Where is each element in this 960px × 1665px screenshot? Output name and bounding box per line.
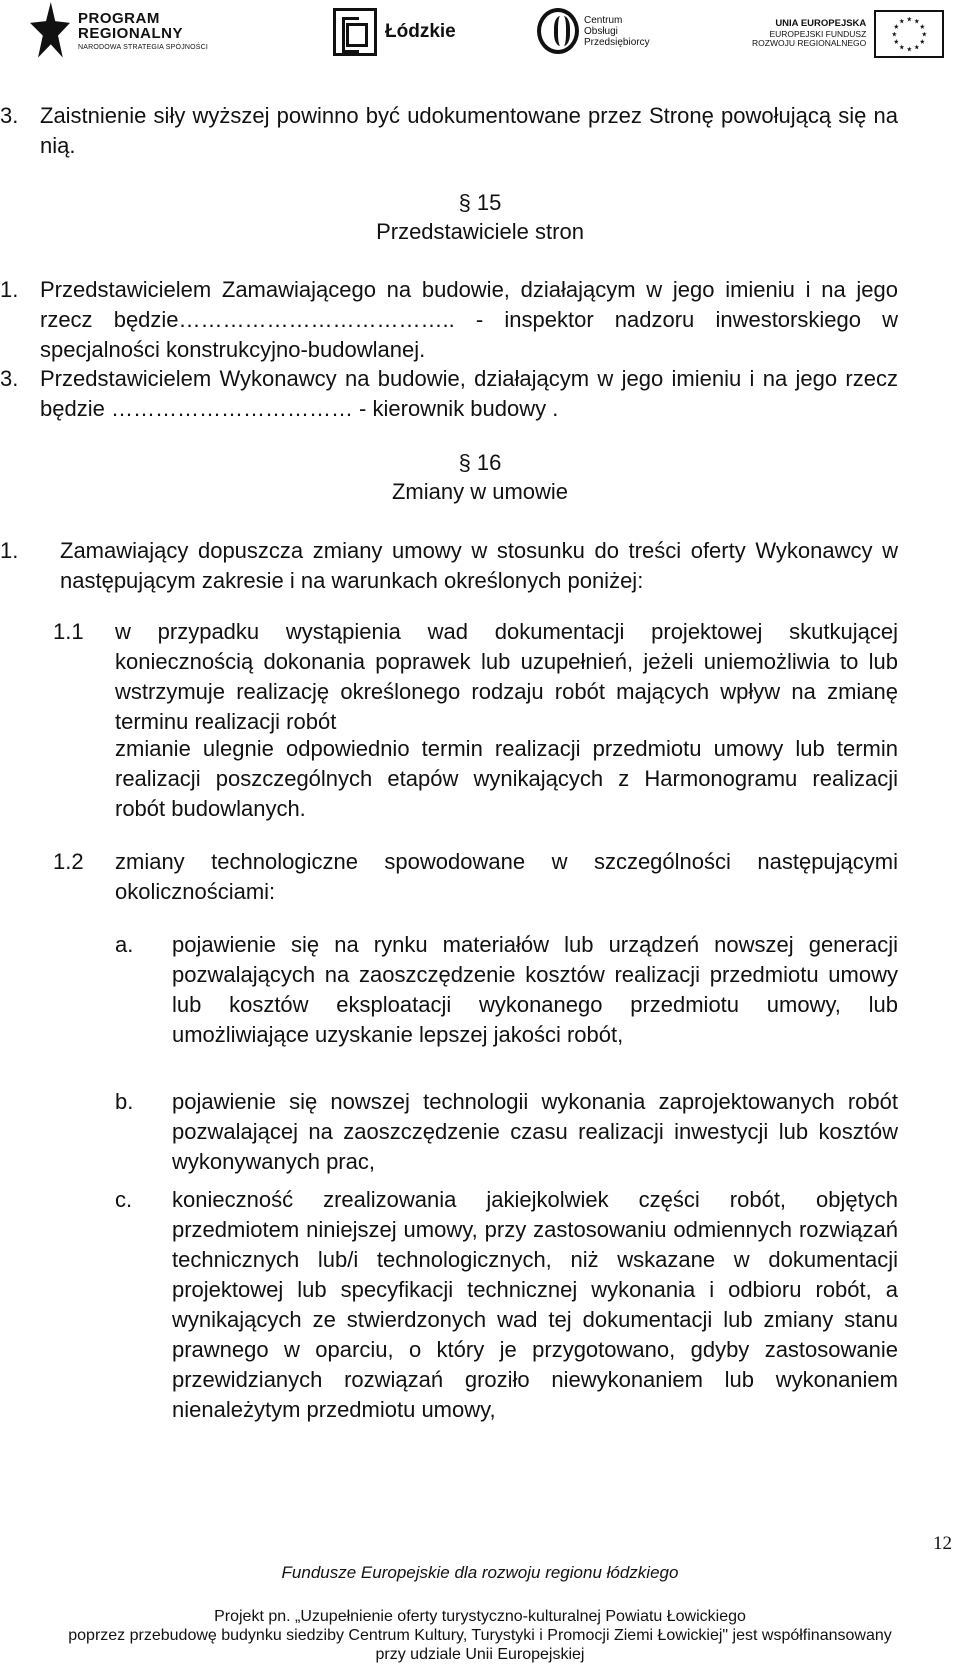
centrum-obslugi-logo — [537, 8, 650, 54]
footer-project-line: Projekt pn. „Uzupełnienie oferty turystyczno-kulturalnej Powiatu Łowickiego — [214, 1608, 746, 1625]
lodzkie-logo — [333, 8, 456, 56]
section-sign-15: § 15 — [458, 190, 502, 215]
logo-text: Centrum — [584, 14, 623, 26]
paragraph-number: 1. — [0, 538, 19, 563]
lodzkie-emblem-icon — [333, 8, 377, 56]
logo-text: EUROPEJSKI FUNDUSZ — [769, 28, 867, 39]
eu-star-icon — [914, 19, 919, 24]
paragraph-wykonawca-representative: Przedstawicielem Wykonawcy na budowie, działającym w jego imieniu i na jego rzecz będzie …………………………… - kierownik budowy . — [40, 366, 898, 421]
paragraph-contract-changes: Zamawiający dopuszcza zmiany umowy w stosunku do treści oferty Wykonawcy w następującym zakresie i na warunkach określonych poniżej: — [60, 538, 898, 593]
paragraph-zamawiajacy-representative: Przedstawicielem Zamawiającego na budowie, działającym w jego imieniu i na jego rzecz będzie……………………………….. - inspektor nadzoru inwestorskiego w specjalności konstrukcyjno-budowlanej. — [40, 277, 898, 362]
logo-text: ROZWOJU REGIONALNEGO — [752, 38, 867, 49]
paragraph-force-majeure: Zaistnienie siły wyższej powinno być udokumentowane przez Stronę powołującą się na nią. — [40, 103, 898, 158]
header-logos — [0, 0, 960, 66]
program-regionalny-logo — [30, 2, 208, 60]
paragraph-number: 3. — [0, 103, 19, 128]
eu-star-icon — [922, 32, 927, 37]
eu-flag-icon — [874, 10, 944, 58]
paragraph-design-defects: w przypadku wystąpienia wad dokumentacji projektowej skutkującej koniecznością dokonania poprawek lub uzupełnień, jeżeli uniemożliwia to lub wstrzymuje realizację określonego rodzaju robót mających wpływ na zmianę terminu realizacji robót — [115, 619, 898, 734]
unia-europejska-logo — [752, 10, 944, 58]
paragraph-design-defects-effect: zmianie ulegnie odpowiednio termin realizacji przedmiotu umowy lub termin realizacji poszczególnych etapów wynikających z Harmonogramu realizacji robót budowlanych. — [115, 736, 898, 821]
logo-text: UNIA EUROPEJSKA — [775, 17, 867, 29]
cop-emblem-icon — [537, 8, 579, 54]
list-item-label: c. — [115, 1187, 133, 1212]
list-item-label: a. — [115, 932, 134, 957]
eu-star-icon — [907, 17, 912, 22]
logo-text: Przedsiębiorcy — [584, 36, 650, 48]
eu-star-icon — [907, 47, 912, 52]
footer-tagline: Fundusze Europejskie dla rozwoju regionu łódzkiego — [281, 1563, 679, 1582]
paragraph-number: 3. — [0, 366, 19, 391]
eu-star-icon — [899, 44, 904, 49]
logo-text: REGIONALNY — [78, 25, 184, 42]
eu-star-icon — [894, 24, 899, 29]
list-item-b: pojawienie się nowszej technologii wykonania zaprojektowanych robót pozwalającej na zaoszczędzenie czasu realizacji inwestycji lub kosztów wykonywanych prac, — [172, 1089, 898, 1174]
star-icon — [30, 2, 70, 60]
eu-star-icon — [894, 39, 899, 44]
list-item-c: konieczność zrealizowania jakiejkolwiek części robót, objętych przedmiotem niniejszej umowy, przy zastosowaniu odmiennych rozwiązań technicznych lub/i technologicznych, niż wskazane w dokumentacji projektowej lub specyfikacji technicznej wykonania i odbioru robót, a wynikających ze stwierdzonych wad tej dokumentacji lub zmiany stanu prawnego w oparciu, o który je przygotowano, gdyby zastosowanie przewidzianych rozwiązań groziło niewykonaniem lub wykonaniem nienależytym przedmiotu umowy, — [172, 1187, 898, 1422]
logo-text: Obsługi — [584, 25, 618, 37]
eu-star-icon — [892, 32, 897, 37]
list-item-a: pojawienie się na rynku materiałów lub urządzeń nowszej generacji pozwalających na zaoszczędzenie kosztów realizacji przedmiotu umowy lub kosztów eksploatacji wykonanego przedmiotu umowy, lub umożliwiające uzyskanie lepszej jakości robót, — [172, 932, 898, 1047]
section-title-15: Przedstawiciele stron — [376, 219, 584, 244]
paragraph-technology-changes: zmiany technologiczne spowodowane w szczególności następującymi okolicznościami: — [115, 849, 898, 904]
section-sign-16: § 16 — [458, 450, 502, 475]
page-number: 12 — [933, 1533, 952, 1554]
paragraph-number: 1. — [0, 277, 19, 302]
logo-text: NARODOWA STRATEGIA SPÓJNOŚCI — [78, 44, 209, 51]
section-title-16: Zmiany w umowie — [391, 479, 569, 504]
eu-star-icon — [920, 39, 925, 44]
logo-text: PROGRAM — [78, 10, 160, 27]
footer-project-line: poprzez przebudowę budynku siedziby Centrum Kultury, Turystyki i Promocji Ziemi Łowickiej" jest współfinansowany — [68, 1627, 892, 1644]
footer-project-line: przy udziale Unii Europejskiej — [375, 1646, 585, 1663]
list-item-label: b. — [115, 1089, 134, 1114]
paragraph-number: 1.1 — [53, 619, 84, 644]
eu-star-icon — [920, 24, 925, 29]
eu-star-icon — [899, 19, 904, 24]
eu-star-icon — [914, 44, 919, 49]
paragraph-number: 1.2 — [53, 849, 84, 874]
logo-text: Łódzkie — [385, 21, 456, 42]
